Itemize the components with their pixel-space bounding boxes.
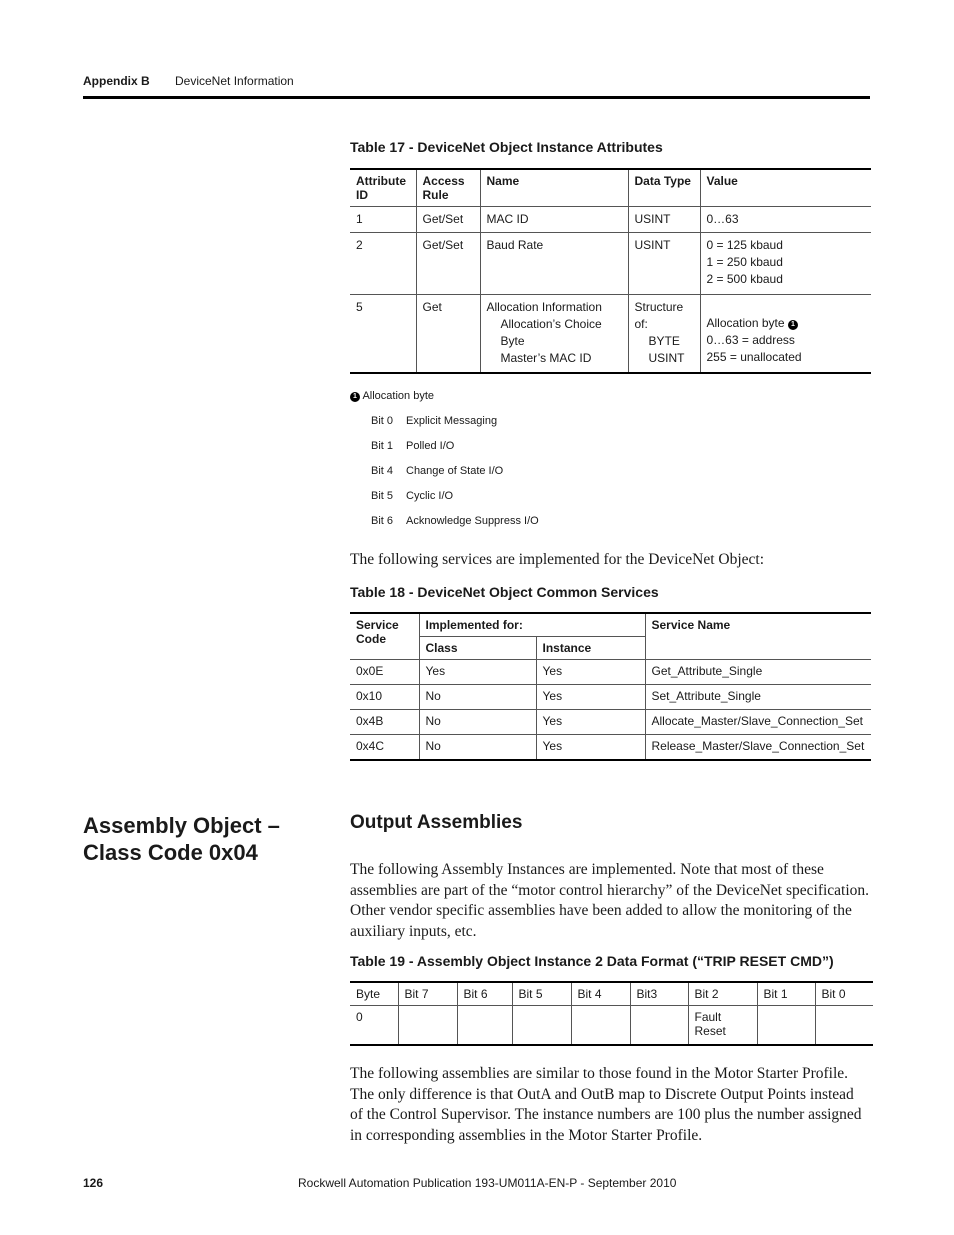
table-cell: Yes [536, 710, 645, 735]
table-cell: 1 [350, 207, 416, 233]
table-row [350, 685, 871, 710]
column-header: Bit 4 [571, 982, 630, 1006]
table-cell [512, 1006, 571, 1046]
bit-description: Explicit Messaging [406, 415, 498, 427]
table-cell: 0x4B [350, 710, 419, 735]
services-intro: The following services are implemented for the DeviceNet Object: [350, 551, 765, 568]
table-cell: No [419, 710, 536, 735]
table-cell [815, 1006, 873, 1046]
name-line: Master’s MAC ID [500, 351, 592, 365]
type-line: BYTE [648, 334, 680, 348]
column-header: Instance [536, 637, 645, 660]
column-header: Implemented for: [419, 613, 645, 637]
table-cell: Baud Rate [480, 233, 628, 295]
table-cell [571, 1006, 630, 1046]
footnote-marker-icon: 1 [788, 320, 798, 330]
value-line [707, 315, 866, 332]
bit-label: Bit 0 [371, 415, 394, 427]
table-cell [628, 295, 700, 374]
table-cell: Set_Attribute_Single [645, 685, 871, 710]
column-header: Attribute ID [350, 169, 416, 207]
table-cell [457, 1006, 512, 1046]
value-line: 0…63 = address [706, 333, 795, 347]
footnote-marker-icon: 1 [350, 392, 360, 402]
table18 [350, 612, 871, 761]
name-line: Allocation Information [486, 300, 602, 314]
table-cell: 0x4C [350, 735, 419, 761]
table-row [350, 207, 871, 233]
column-header: Name [480, 169, 628, 207]
table-row [350, 233, 871, 295]
column-header: Service Code [350, 613, 419, 660]
table-cell: No [419, 735, 536, 761]
footnote-title-text: Allocation byte [362, 390, 434, 402]
table-cell: 0…63 [700, 207, 871, 233]
table-cell: Get/Set [416, 233, 480, 295]
table-cell [688, 1006, 757, 1046]
table-cell [630, 1006, 688, 1046]
table18-caption: Table 18 - DeviceNet Object Common Services [350, 584, 659, 600]
table-cell: MAC ID [480, 207, 628, 233]
table-cell: Release_Master/Slave_Connection_Set [645, 735, 871, 761]
footnote-title [350, 390, 434, 402]
footnote-bit-row [371, 415, 498, 427]
footnote-bit-row [371, 465, 504, 477]
table-cell [700, 295, 871, 374]
header-section-label: Appendix B [83, 74, 150, 88]
table-cell [398, 1006, 457, 1046]
bit-label: Bit 1 [371, 440, 394, 452]
table-cell: Yes [536, 735, 645, 761]
bit-description: Polled I/O [406, 440, 455, 452]
column-header: Class [419, 637, 536, 660]
column-header: Bit 0 [815, 982, 873, 1006]
value-line: 2 = 500 kbaud [706, 272, 783, 286]
section-heading: Assembly Object – Class Code 0x04 [83, 813, 280, 865]
value-line: 255 = unallocated [706, 350, 802, 364]
table-cell: Yes [536, 685, 645, 710]
column-header: Value [700, 169, 871, 207]
table-header-row [350, 982, 873, 1006]
name-line: Allocation’s Choice Byte [500, 317, 602, 348]
table17 [350, 168, 871, 374]
table-cell: 0x0E [350, 660, 419, 685]
column-header: Bit3 [630, 982, 688, 1006]
column-header: Byte [350, 982, 398, 1006]
table-cell: 2 [350, 233, 416, 295]
table-cell [700, 233, 871, 295]
column-header: Data Type [628, 169, 700, 207]
bit-description: Cyclic I/O [406, 490, 454, 502]
table-cell: No [419, 685, 536, 710]
table-cell [480, 295, 628, 374]
cell-line: Fault [694, 1010, 722, 1024]
footnote-bit-row [371, 515, 539, 527]
header-rule [83, 96, 870, 99]
table-cell: USINT [628, 207, 700, 233]
column-header: Bit 7 [398, 982, 457, 1006]
table-header-row [350, 613, 871, 637]
column-header: Access Rule [416, 169, 480, 207]
assembly-intro-paragraph: The following Assembly Instances are implemented. Note that most of these assemblies are part of the “motor control hierarchy” of the DeviceNet specification. Other vendor specific assemblies have been added to allow the monitoring of the auxiliary inputs, etc. [350, 861, 870, 940]
bit-label: Bit 6 [371, 515, 394, 527]
table-cell: Get/Set [416, 207, 480, 233]
column-header: Bit 1 [757, 982, 815, 1006]
table-cell: 5 [350, 295, 416, 374]
table-cell: Get_Attribute_Single [645, 660, 871, 685]
type-line: USINT [648, 351, 685, 365]
bit-description: Change of State I/O [406, 465, 504, 477]
subsection-heading: Output Assemblies [350, 812, 523, 833]
footnote-bit-row [371, 490, 454, 502]
table19 [350, 981, 873, 1046]
table-cell: Allocate_Master/Slave_Connection_Set [645, 710, 871, 735]
type-line: Structure of: [634, 300, 684, 331]
table-row [350, 735, 871, 761]
cell-line: Reset [694, 1024, 726, 1038]
table-header-row [350, 169, 871, 207]
bit-description: Acknowledge Suppress I/O [406, 515, 539, 527]
column-header: Bit 2 [688, 982, 757, 1006]
value-text: Allocation byte [706, 316, 785, 330]
table-row [350, 660, 871, 685]
value-line: 0 = 125 kbaud [706, 238, 783, 252]
column-header: Bit 6 [457, 982, 512, 1006]
table-cell: USINT [628, 233, 700, 295]
motor-starter-paragraph: The following assemblies are similar to those found in the Motor Starter Profile. The only difference is that OutA and OutB map to Discrete Output Points instead of the Control Supervisor. The instance numbers are 100 plus the number assigned in corresponding assemblies in the Motor Starter Profile. [350, 1065, 862, 1144]
table-cell: Yes [419, 660, 536, 685]
table-row [350, 710, 871, 735]
table-row [350, 295, 871, 374]
column-header: Service Name [645, 613, 871, 660]
value-line: 1 = 250 kbaud [706, 255, 783, 269]
table-row [350, 1006, 873, 1046]
table-cell: Get [416, 295, 480, 374]
table-cell: 0 [350, 1006, 398, 1046]
bit-label: Bit 4 [371, 465, 394, 477]
footnote-bit-row [371, 440, 455, 452]
table19-caption: Table 19 - Assembly Object Instance 2 Data Format (“TRIP RESET CMD”) [350, 953, 834, 969]
header-chapter-title: DeviceNet Information [175, 74, 294, 88]
table-cell: 0x10 [350, 685, 419, 710]
table17-caption: Table 17 - DeviceNet Object Instance Attributes [350, 139, 663, 155]
publication-info: Rockwell Automation Publication 193-UM011A-EN-P - September 2010 [298, 1176, 677, 1190]
table-cell: Yes [536, 660, 645, 685]
page-number: 126 [83, 1176, 104, 1190]
table-cell [757, 1006, 815, 1046]
column-header: Bit 5 [512, 982, 571, 1006]
bit-label: Bit 5 [371, 490, 394, 502]
